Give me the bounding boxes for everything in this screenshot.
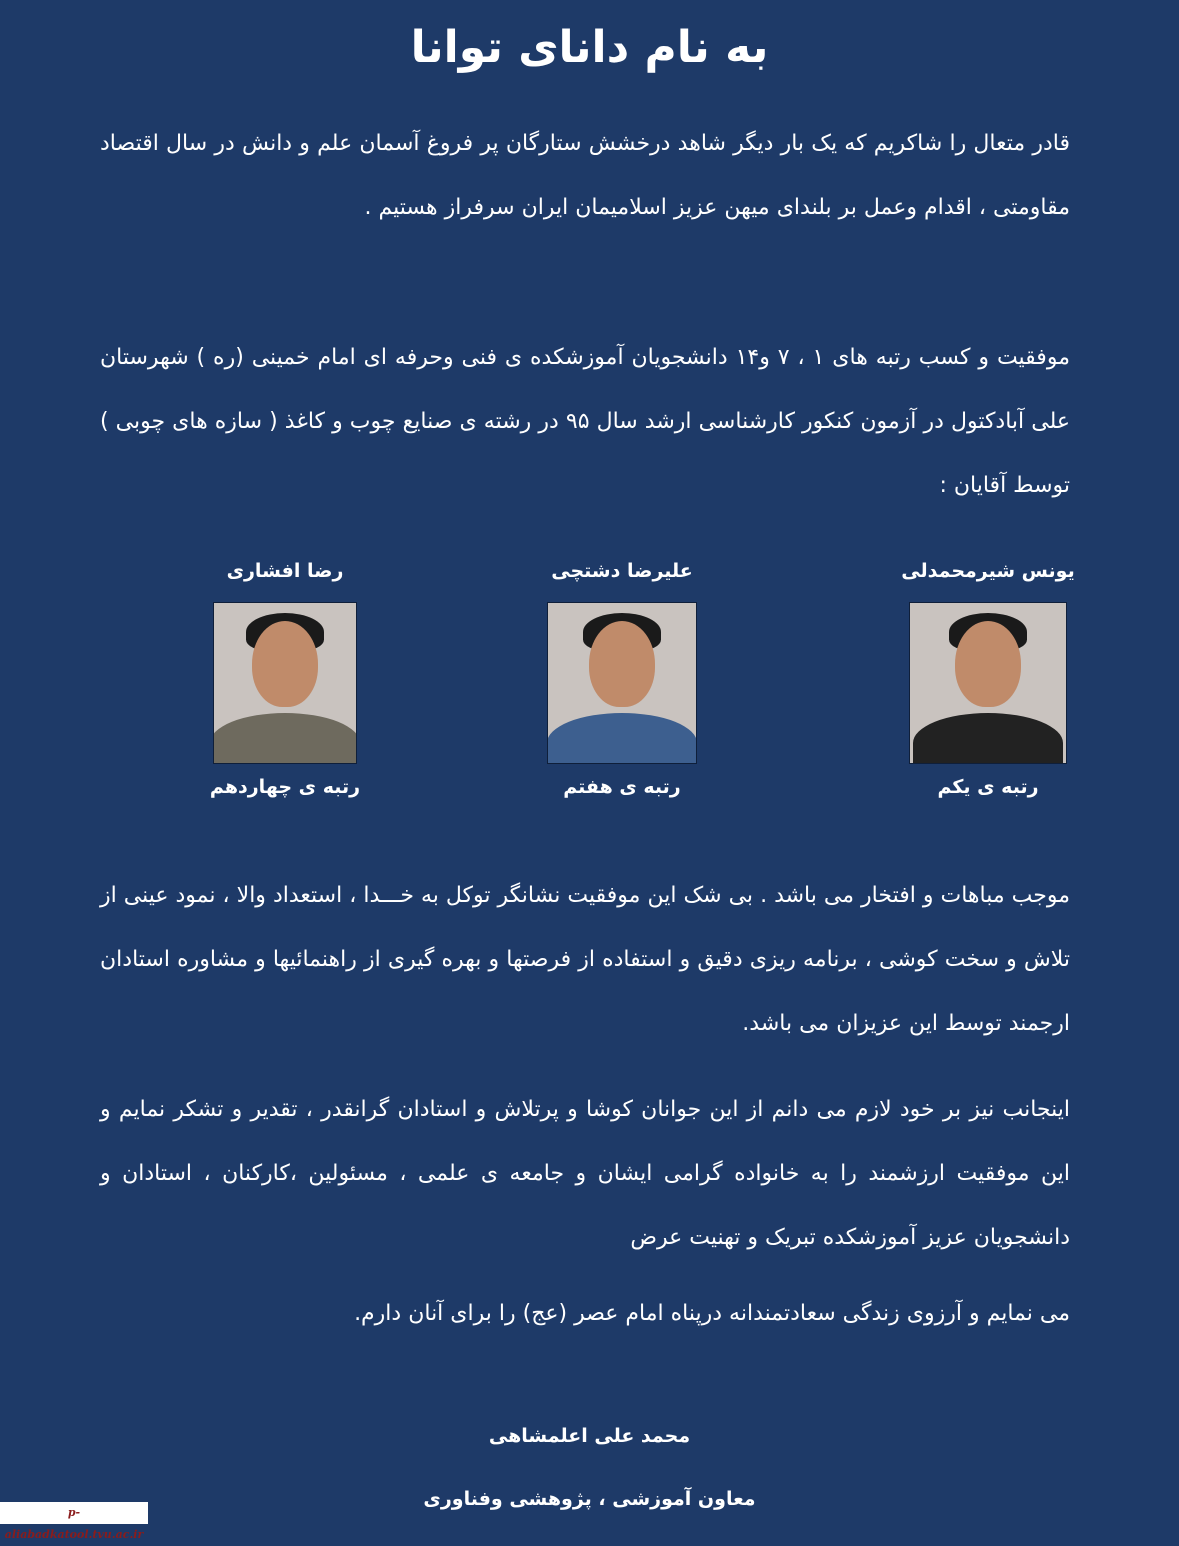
photo-face: [589, 621, 655, 707]
person-name: علیرضا دشتچی: [551, 560, 693, 582]
intro-paragraph: قادر متعال را شاکریم که یک بار دیگر شاهد درخشش ستارگان پر فروغ آسمان علم و دانش در سال اقتصاد مقاومتی ، اقدام وعمل بر بلندای میهن عزیز اسلامیمان ایران سرفراز هستیم .: [100, 131, 1070, 220]
person-rank: رتبه ی یکم: [937, 776, 1039, 798]
person-name: رضا افشاری: [226, 560, 344, 582]
pride-paragraph: موجب مباهات و افتخار می باشد . بی شک این موفقیت نشانگر توکل به خـــدا ، استعداد والا ، نمود عینی از تلاش و سخت کوشی ، برنامه ریزی دقیق و استفاده از فرصتها و بهره گیری از راهنمائیها و مشاوره استادان ارجمند توسط این عزیزان می باشد.: [100, 883, 1070, 1036]
closing-paragraph: می نمایم و آرزوی زندگی سعادتمندانه درپناه امام عصر (عج) را برای آنان دارم.: [354, 1301, 1070, 1326]
photo-shoulders: [213, 713, 357, 764]
page-title: به نام دانای توانا: [410, 22, 769, 73]
achievement-paragraph: موفقیت و کسب رتبه های ۱ ، ۷ و۱۴ دانشجویان آموزشکده ی فنی وحرفه ای امام خمینی (ره ) شهرستان علی آبادکتول در آزمون کنکور کارشناسی ارشد سال ۹۵ در رشته ی صنایع چوب و کاغذ ( سازه های چوبی ) توسط آقایان :: [100, 345, 1070, 498]
person-card-first: [868, 560, 1108, 798]
person-rank: رتبه ی هفتم: [563, 776, 681, 798]
photo-shoulders: [913, 713, 1063, 764]
person-card-seventh: [502, 560, 742, 798]
thanks-paragraph: اینجانب نیز بر خود لازم می دانم از این جوانان کوشا و پرتلاش و استادان گرانقدر ، تقدیر و تشکر نمایم و این موفقیت ارزشمند را به خانواده گرامی ایشان و جامعه ی علمی ، مسئولین ،کارکنان ، استادان و دانشجویان عزیز آموزشکده تبریک و تهنیت عرض: [100, 1097, 1070, 1250]
photo-shoulders: [547, 713, 697, 764]
person-photo: [547, 602, 697, 764]
person-rank: رتبه ی چهاردهم: [209, 776, 361, 798]
photo-face: [955, 621, 1021, 707]
person-card-fourteenth: [165, 560, 405, 798]
person-photo: [909, 602, 1067, 764]
signature-name: محمد علی اعلمشاهی: [488, 1425, 691, 1447]
person-name: یونس شیرمحمدلی: [901, 560, 1075, 582]
site-watermark: p-aliabadkatool.tvu.ac.ir: [0, 1502, 148, 1524]
photo-face: [252, 621, 318, 707]
person-photo: [213, 602, 357, 764]
signature-role: معاون آموزشی ، پژوهشی وفناوری: [423, 1488, 756, 1510]
